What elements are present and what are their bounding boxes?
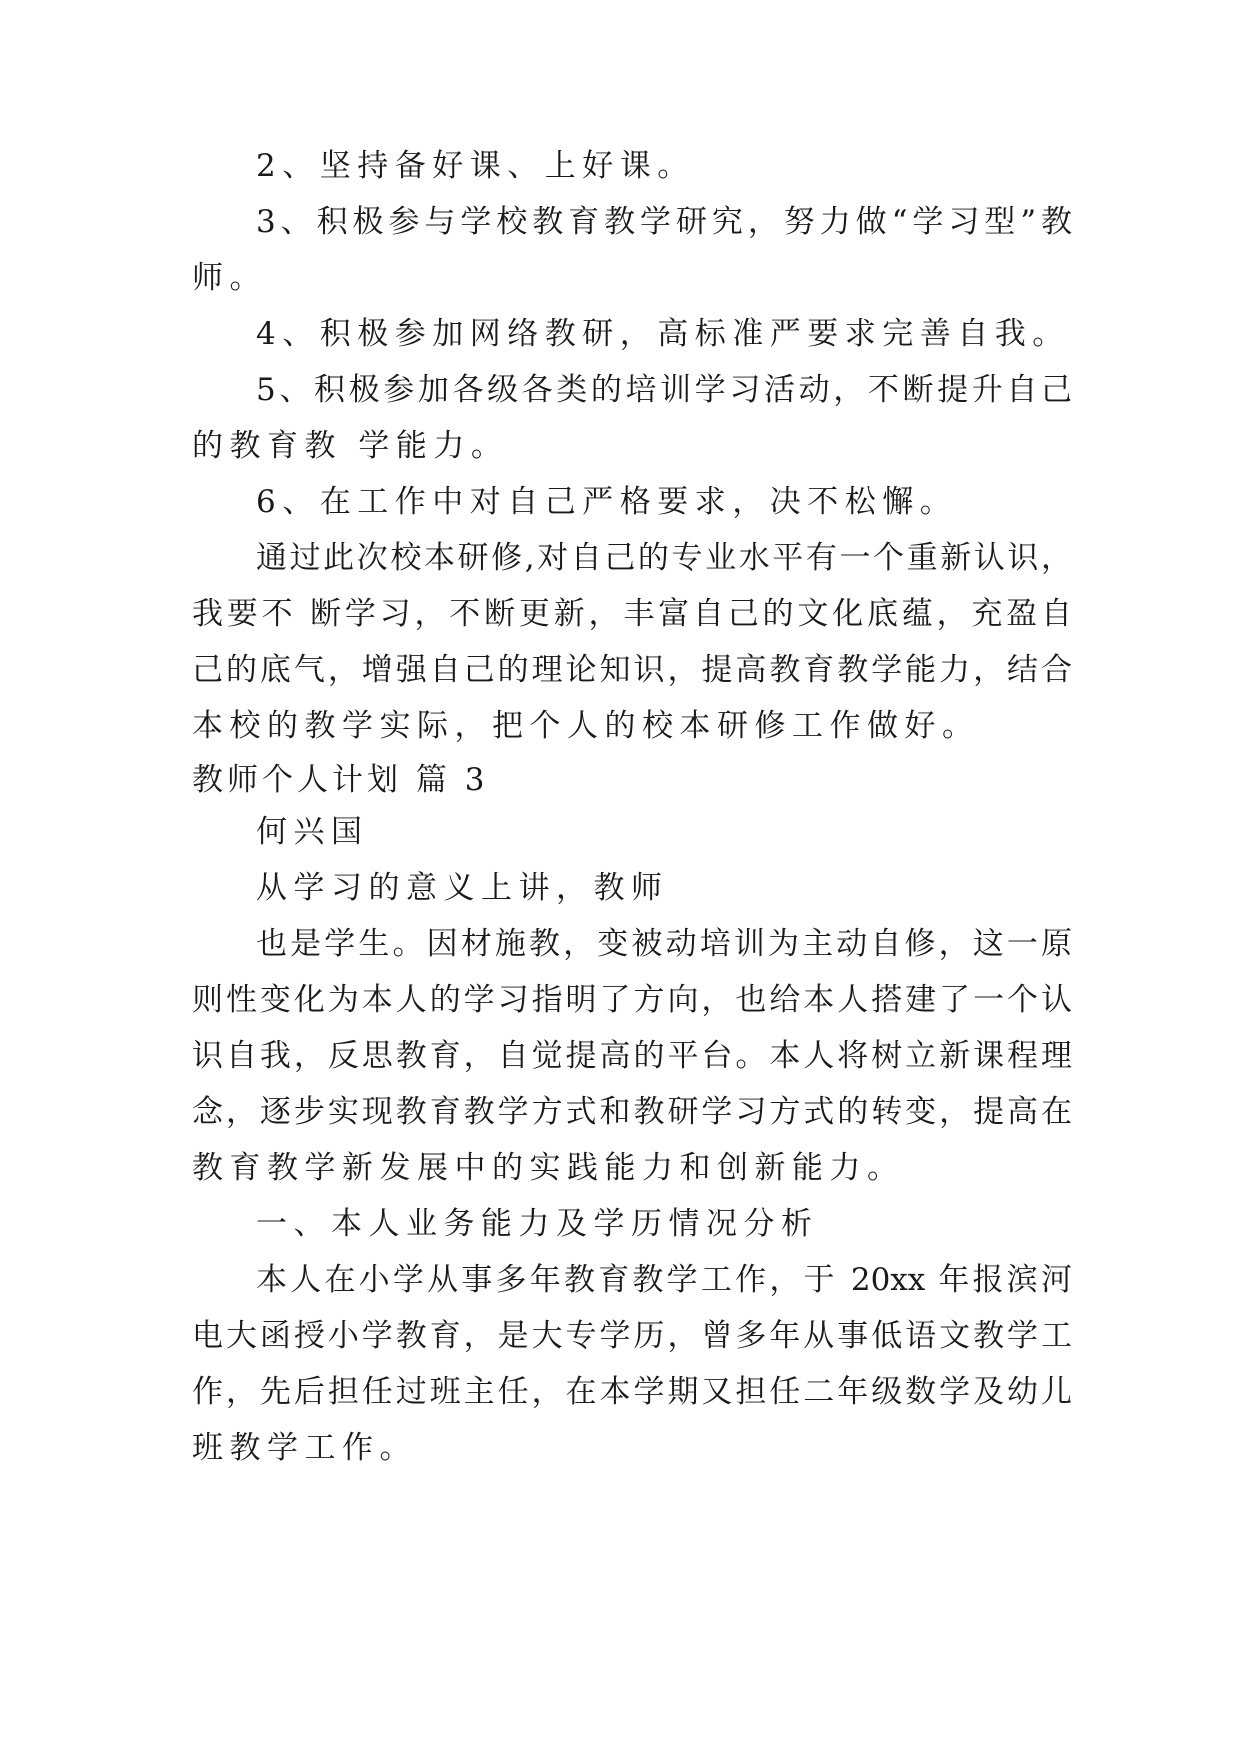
text-line: 5、积极参加各级各类的培训学习活动，不断提升自己 [256, 372, 1072, 408]
text-line: 的教育教 学能力。 [192, 428, 509, 464]
text-line: 则性变化为本人的学习指明了方向，也给本人搭建了一个认 [192, 982, 1072, 1018]
text-line: 2、坚持备好课、上好课。 [256, 148, 695, 184]
text-line: 班教学工作。 [192, 1430, 417, 1466]
text-line: 师。 [192, 260, 267, 296]
text-line: 作，先后担任过班主任，在本学期又担任二年级数学及幼儿 [192, 1374, 1072, 1410]
text-line: 3、积极参与学校教育教学研究，努力做“学习型”教 [256, 204, 1072, 240]
section-heading: 教师个人计划 篇 3 [192, 762, 489, 798]
text-line: 本人在小学从事多年教育教学工作，于 20xx 年报滨河 [256, 1262, 1072, 1298]
text-line: 也是学生。因材施教，变被动培训为主动自修，这一原 [256, 926, 1072, 962]
text-line: 6、在工作中对自己严格要求，决不松懈。 [256, 484, 958, 520]
text-line: 通过此次校本研修,对自己的专业水平有一个重新认识， [256, 540, 1072, 576]
author-name: 何兴国 [256, 814, 369, 850]
subsection-heading: 一、本人业务能力及学历情况分析 [256, 1206, 819, 1242]
text-line: 本校的教学实际，把个人的校本研修工作做好。 [192, 708, 980, 744]
text-line: 我要不 断学习，不断更新，丰富自己的文化底蕴，充盈自 [192, 596, 1072, 632]
text-line: 念，逐步实现教育教学方式和教研学习方式的转变，提高在 [192, 1094, 1072, 1130]
text-line: 从学习的意义上讲，教师 [256, 870, 669, 906]
text-line: 教育教学新发展中的实践能力和创新能力。 [192, 1150, 905, 1186]
text-line: 4、积极参加网络教研，高标准严要求完善自我。 [256, 316, 1070, 352]
text-line: 识自我，反思教育，自觉提高的平台。本人将树立新课程理 [192, 1038, 1072, 1074]
text-line: 电大函授小学教育，是大专学历，曾多年从事低语文教学工 [192, 1318, 1072, 1354]
text-line: 己的底气，增强自己的理论知识，提高教育教学能力，结合 [192, 652, 1072, 688]
